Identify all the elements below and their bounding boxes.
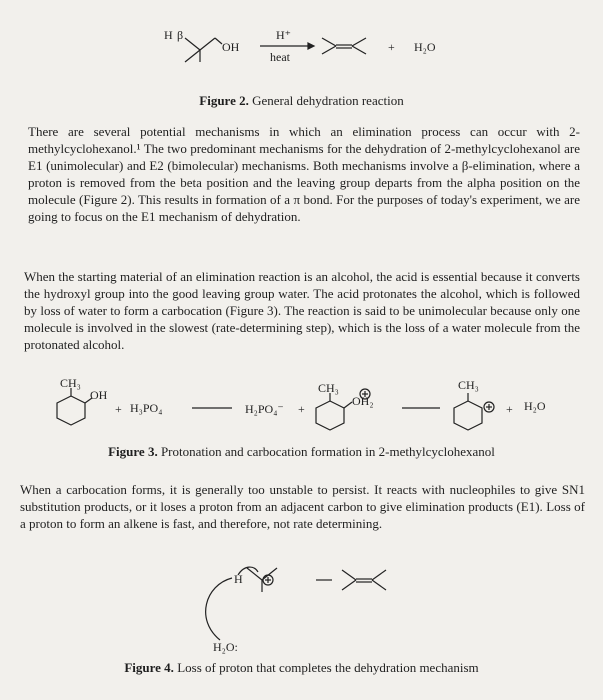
paragraph-acid-role: When the starting material of an elimination reaction is an alcohol, the acid is essential because it converts the hydroxyl group into the good leaving group water. The acid protonates the alcohol, which is followed by loss of water to form a carbocation (Figure 3). The reaction is said to be unimolecular because only one molecule is involved in the slowest (rate-determining step), which is the loss of a water molecule from the protonated alcohol. [24, 269, 580, 352]
figure4-caption-text: Loss of proton that completes the dehydration mechanism [173, 660, 479, 675]
figure2-h-label: H [164, 28, 173, 42]
figure3-ch3-3: CH₃ [458, 378, 479, 392]
figure2-caption-text: General dehydration reaction [248, 93, 404, 108]
figure2-caption [0, 93, 603, 109]
figure4-h-label: H [234, 572, 243, 586]
figure2-alkene-product [322, 38, 366, 54]
figure3-plus-2: + [298, 402, 305, 416]
figure3-carbocation-ring [454, 393, 494, 430]
figure2-reactant-skeleton [185, 38, 222, 62]
figure3-oh2: OH₂ [352, 394, 374, 408]
figure3-caption-bold: Figure 3. [108, 444, 158, 459]
figure3-conjugate-base: H₂PO₄⁻ [245, 402, 284, 416]
figure2-caption-bold: Figure 2. [199, 93, 249, 108]
figure2-arrow [260, 43, 314, 49]
figure3-ch3-1: CH₃ [60, 376, 81, 390]
figure3-acid: H₃PO₄ [130, 401, 163, 415]
figure2-oh-label: OH [222, 40, 240, 54]
figure3-plus-1: + [115, 402, 122, 416]
figure2-beta-label: β [177, 28, 184, 42]
paragraph-carbocation: When a carbocation forms, it is generally too unstable to persist. It reacts with nucleophiles to give SN1 substitution products, or it loses a proton from an adjacent carbon to give elimination products (E1). Loss of a proton to form an alkene is fast, and therefore, not rate determining. [20, 482, 585, 531]
figure3-cyclohexanol-ring [57, 388, 92, 425]
figure4-caption [0, 660, 603, 676]
figure2-plus: + [388, 40, 395, 54]
figure4-scheme [206, 567, 386, 640]
figure3-water: H₂O [524, 399, 546, 413]
figure2-water: H₂O [414, 40, 436, 54]
paragraph-mechanisms: There are several potential mechanisms in which an elimination process can occur with 2-methylcyclohexanol.¹ The two predominant mechanisms for the dehydration of 2-methylcyclohexanol are E1 (unimolecular) and E2 (bimolecular) mechanisms. Both mechanisms involve a β-elimination, where a proton is removed from the beta position and the leaving group departs from the alpha position on the molecule (Figure 2). This results in formation of a π bond. For the purposes of today's experiment, we are going to focus on the E1 mechanism of dehydration. [28, 124, 580, 224]
figure3-ch3-2: CH₃ [318, 381, 339, 395]
figure3-caption [0, 444, 603, 460]
figure2-arrow-bottom-label: heat [270, 50, 290, 64]
figure3-plus-3: + [506, 402, 513, 416]
figure4-water-label: H₂O: [213, 640, 238, 654]
figure2-arrow-top-label: H⁺ [276, 28, 291, 42]
figure3-oh: OH [90, 388, 108, 402]
figure4-caption-bold: Figure 4. [124, 660, 174, 675]
figure3-caption-text: Protonation and carbocation formation in 2-methylcyclohexanol [157, 444, 495, 459]
